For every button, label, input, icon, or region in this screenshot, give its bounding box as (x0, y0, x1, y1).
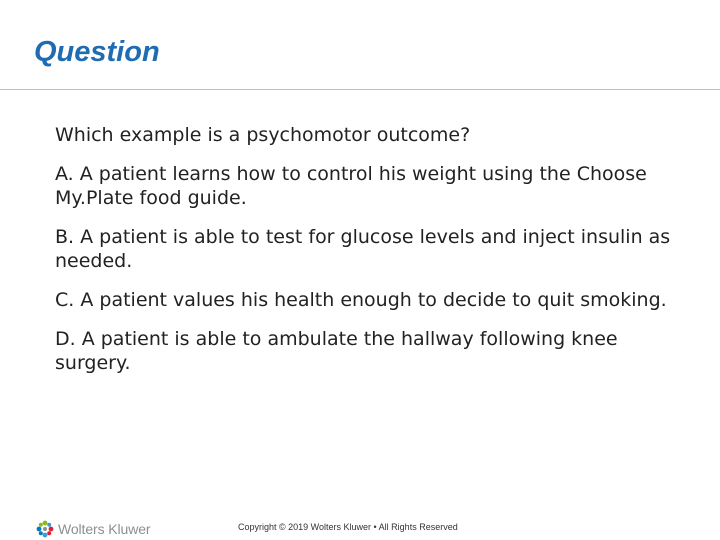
question-body (55, 123, 675, 390)
copyright-notice: Copyright © 2019 Wolters Kluwer • All Rights Reserved (238, 522, 458, 532)
logo-text: Wolters Kluwer (58, 521, 151, 537)
wolters-kluwer-logo-icon (36, 520, 54, 538)
answer-option-d: D. A patient is able to ambulate the hallway following knee surgery. (55, 328, 618, 374)
question-text: Which example is a psychomotor outcome? (55, 124, 471, 146)
answer-option-b: B. A patient is able to test for glucose levels and inject insulin as needed. (55, 226, 671, 272)
answer-option-c: C. A patient values his health enough to decide to quit smoking. (55, 289, 667, 311)
slide-title: Question (34, 36, 160, 68)
answer-option-a: A. A patient learns how to control his weight using the Choose My.Plate food guide. (55, 163, 647, 209)
wolters-kluwer-logo (36, 519, 150, 539)
title-divider (0, 89, 720, 90)
